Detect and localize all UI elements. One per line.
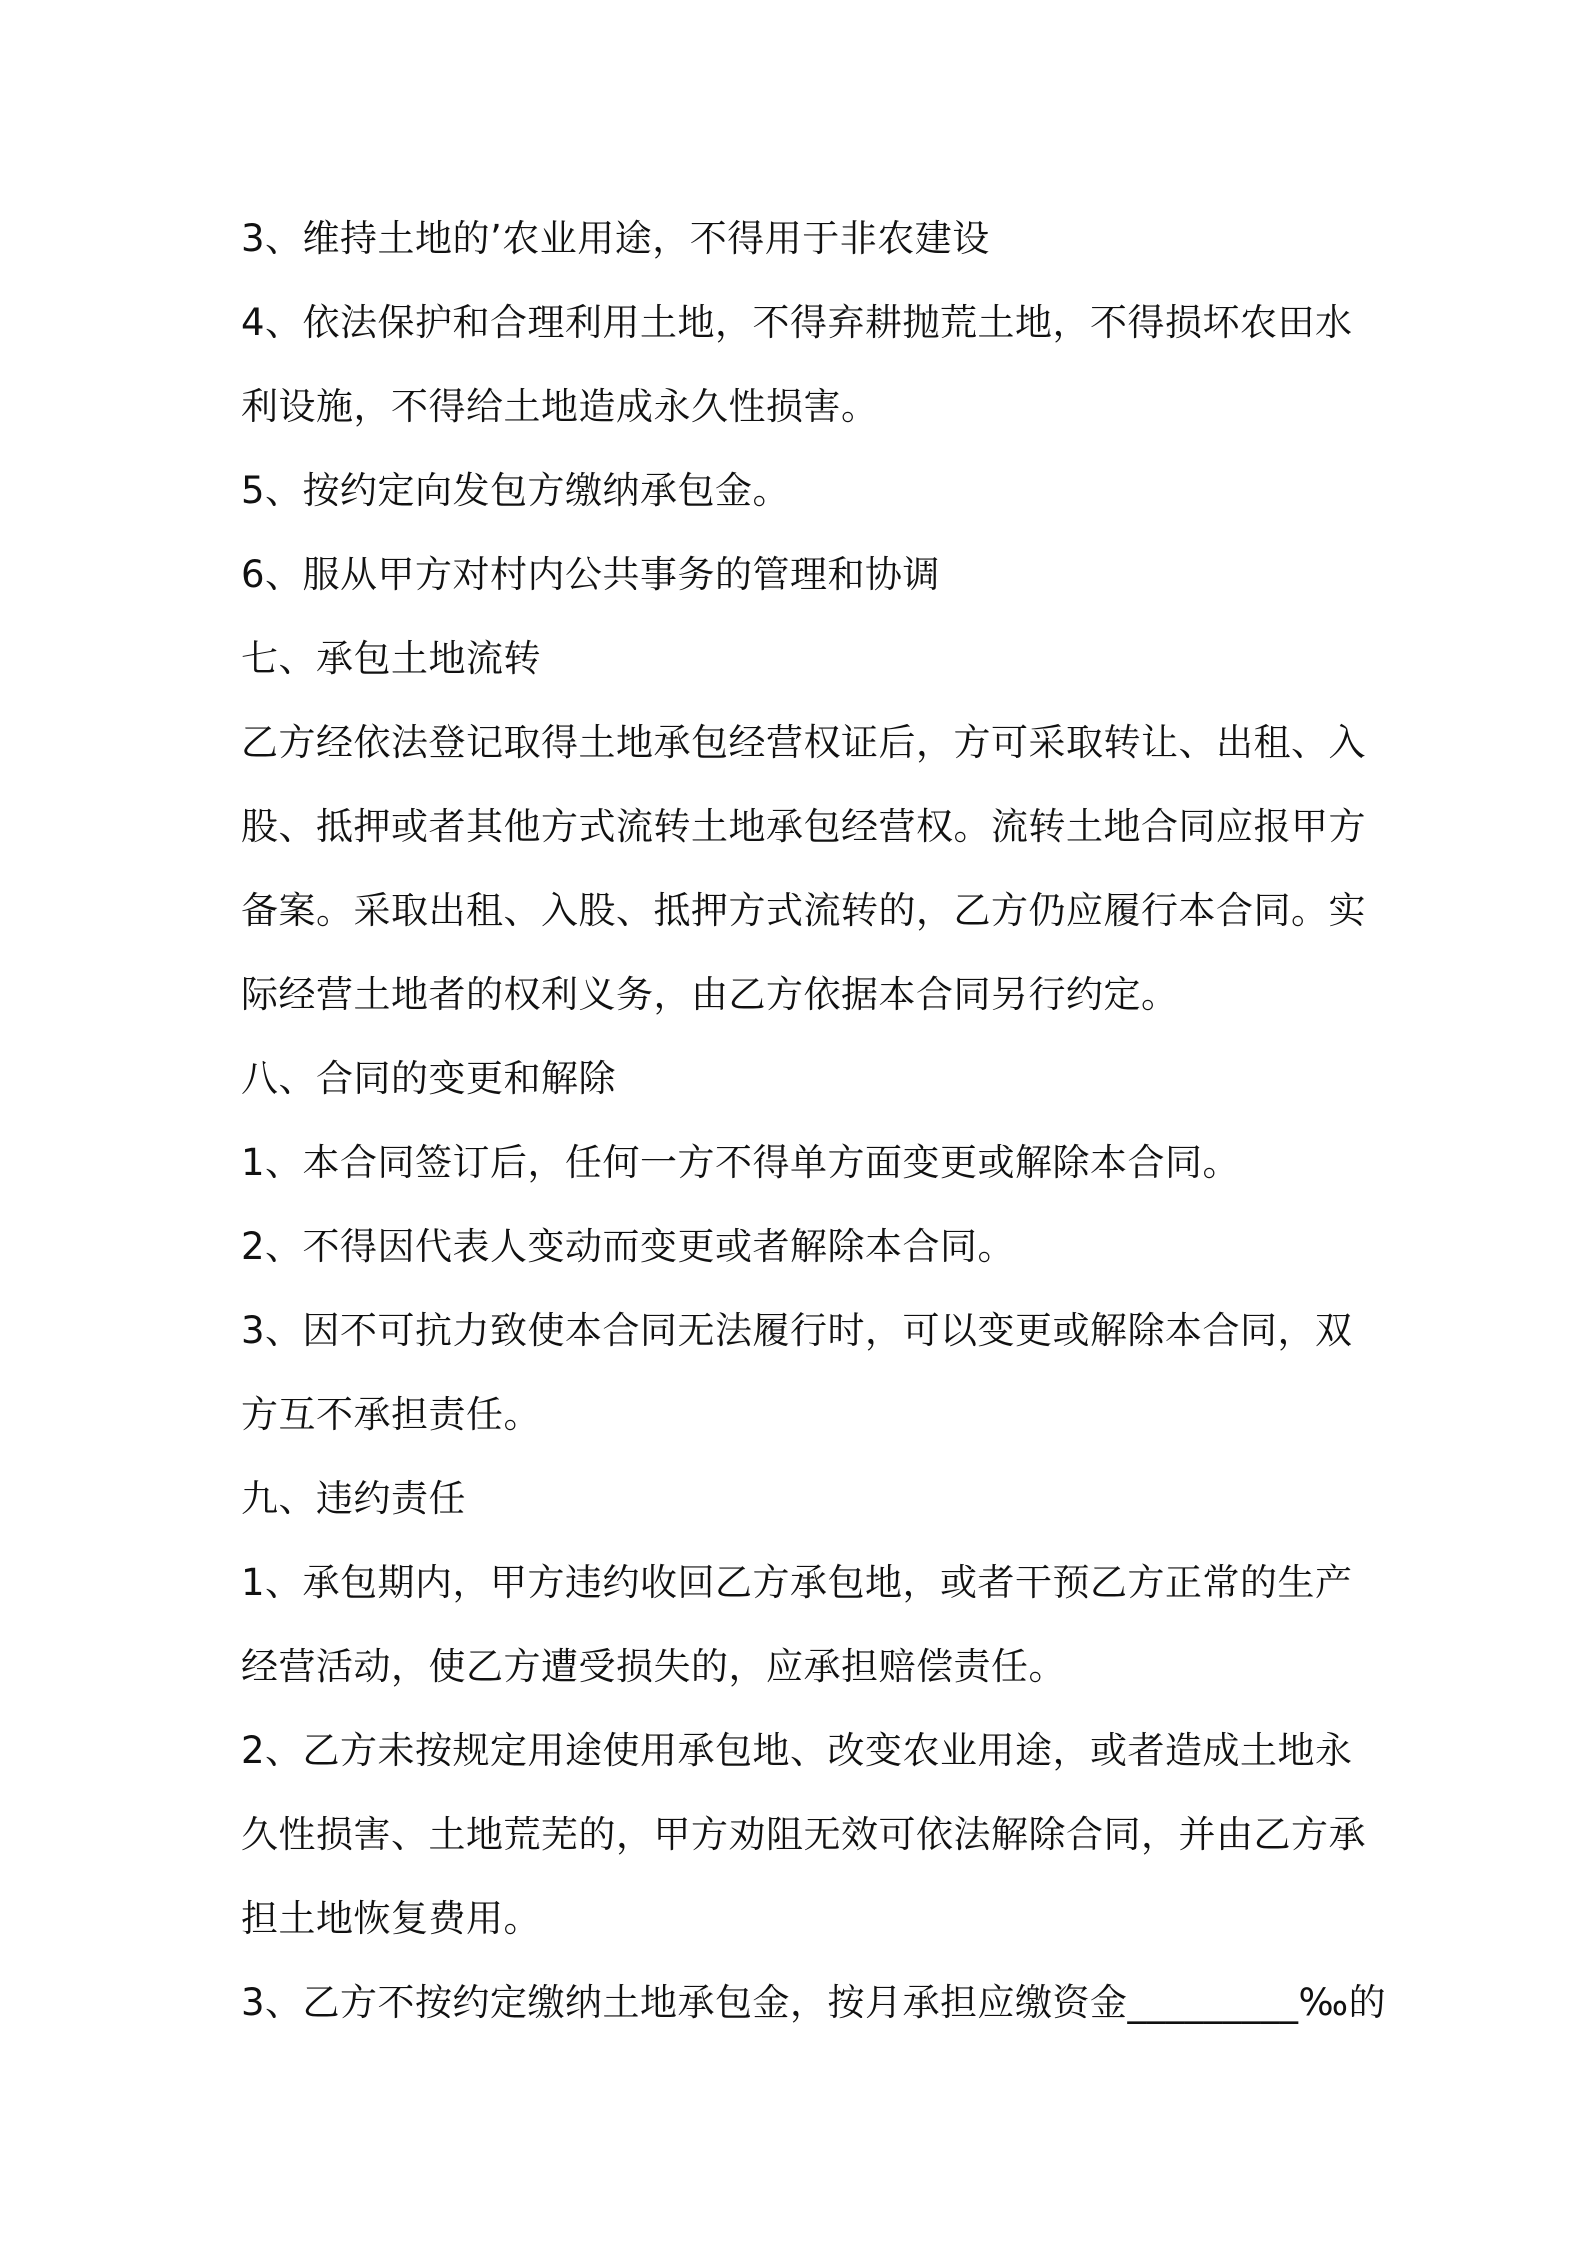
document-body: [241, 197, 1387, 2045]
text-line: 2、乙方未按规定用途使用承包地、改变农业用途，或者造成土地永: [241, 1729, 1353, 1772]
text-line: 乙方经依法登记取得土地承包经营权证后，方可采取转让、出租、入: [241, 721, 1366, 764]
section-heading: 九、违约责任: [241, 1477, 466, 1520]
text-line: 4、依法保护和合理利用土地，不得弃耕抛荒土地，不得损坏农田水: [241, 301, 1353, 344]
text-line: 1、本合同签订后，任何一方不得单方面变更或解除本合同。: [241, 1141, 1241, 1184]
text-line: 3、因不可抗力致使本合同无法履行时，可以变更或解除本合同，双: [241, 1309, 1353, 1352]
text-line: 利设施，不得给土地造成永久性损害。: [241, 385, 879, 428]
text-line: 股、抵押或者其他方式流转土地承包经营权。流转土地合同应报甲方: [241, 805, 1366, 848]
text-line: 3、乙方不按约定缴纳土地承包金，按月承担应缴资金_________‰的: [241, 1981, 1387, 2024]
text-line: 方互不承担责任。: [241, 1393, 541, 1436]
text-line: 经营活动，使乙方遭受损失的，应承担赔偿责任。: [241, 1645, 1066, 1688]
text-line: 3、维持土地的’农业用途，不得用于非农建设: [241, 217, 990, 260]
text-line: 2、不得因代表人变动而变更或者解除本合同。: [241, 1225, 1016, 1268]
text-line: 5、按约定向发包方缴纳承包金。: [241, 469, 791, 512]
text-line: 际经营土地者的权利义务，由乙方依据本合同另行约定。: [241, 973, 1179, 1016]
text-line: 担土地恢复费用。: [241, 1897, 541, 1940]
section-heading: 七、承包土地流转: [241, 637, 541, 680]
section-heading: 八、合同的变更和解除: [241, 1057, 616, 1100]
text-line: 1、承包期内，甲方违约收回乙方承包地，或者干预乙方正常的生产: [241, 1561, 1353, 1604]
text-line: 6、服从甲方对村内公共事务的管理和协调: [241, 553, 941, 596]
text-line: 备案。采取出租、入股、抵押方式流转的，乙方仍应履行本合同。实: [241, 889, 1366, 932]
text-line: 久性损害、土地荒芜的，甲方劝阻无效可依法解除合同，并由乙方承: [241, 1813, 1366, 1856]
